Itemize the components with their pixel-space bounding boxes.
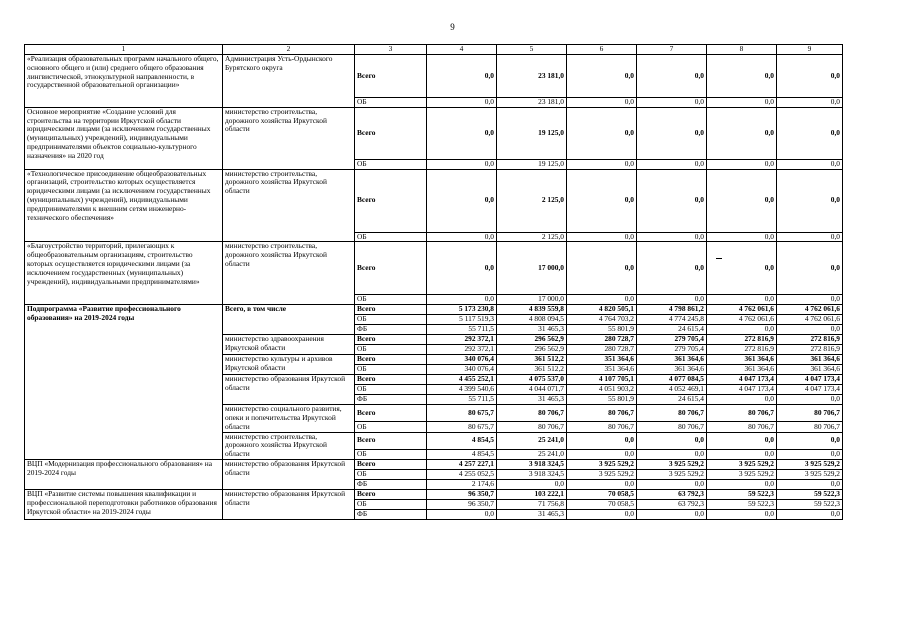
value-cell: 25 241,0 — [497, 432, 567, 449]
value-cell: 4 854,5 — [427, 449, 497, 459]
value-cell: 0,0 — [427, 55, 497, 98]
column-header: 7 — [637, 45, 707, 55]
table-row — [25, 242, 843, 295]
value-cell: 17 000,0 — [497, 295, 567, 305]
value-cell: 0,0 — [777, 509, 843, 519]
value-cell: 0,0 — [707, 449, 777, 459]
value-cell: 80 706,7 — [497, 405, 567, 422]
value-cell: 31 465,3 — [497, 325, 567, 335]
value-cell: 0,0 — [707, 395, 777, 405]
funding-type-cell: Всего — [355, 489, 427, 499]
value-cell: 0,0 — [777, 232, 843, 242]
value-cell: 3 918 324,5 — [497, 459, 567, 469]
funding-type-cell: Всего — [355, 242, 427, 295]
value-cell: 80 706,7 — [707, 422, 777, 432]
value-cell: 0,0 — [707, 169, 777, 232]
value-cell: 272 816,9 — [707, 345, 777, 355]
value-cell: 0,0 — [707, 107, 777, 159]
value-cell: 59 522,3 — [707, 499, 777, 509]
executor-cell: министерство образования Иркутской области — [223, 375, 355, 405]
funding-type-cell: Всего — [355, 55, 427, 98]
value-cell: 4 047 173,4 — [707, 375, 777, 385]
value-cell: 361 364,6 — [707, 365, 777, 375]
value-cell: 3 925 529,2 — [707, 459, 777, 469]
header-row — [25, 45, 843, 55]
value-cell: 2 125,0 — [497, 232, 567, 242]
value-cell: 0,0 — [707, 295, 777, 305]
executor-cell: министерство образования Иркутской области — [223, 459, 355, 489]
value-cell: 80 706,7 — [777, 422, 843, 432]
value-cell: 17 000,0 — [497, 242, 567, 295]
value-cell: 4 854,5 — [427, 432, 497, 449]
value-cell: 0,0 — [567, 159, 637, 169]
value-cell: 340 076,4 — [427, 365, 497, 375]
value-cell: 4 808 094,5 — [497, 315, 567, 325]
value-cell: 0,0 — [427, 509, 497, 519]
funding-type-cell: Всего — [355, 305, 427, 315]
funding-type-cell: Всего — [355, 355, 427, 365]
value-cell: 4 455 252,1 — [427, 375, 497, 385]
funding-type-cell: Всего — [355, 169, 427, 232]
value-cell: 0,0 — [567, 107, 637, 159]
program-name-cell: Основное мероприятие «Создание условий для строительства на территории Иркутской области юридическими лицами (за исключением государственных (муниципальных) учреждений), индивидуальными предпринимателями объектов социально-культурного назначения» на 2020 год — [25, 107, 223, 169]
value-cell: 292 372,1 — [427, 335, 497, 345]
value-cell: 0,0 — [567, 169, 637, 232]
funding-type-cell: Всего — [355, 459, 427, 469]
value-cell: 0,0 — [707, 159, 777, 169]
value-cell: 361 364,6 — [777, 355, 843, 365]
value-cell: 55 801,9 — [567, 325, 637, 335]
funding-type-cell: ОБ — [355, 449, 427, 459]
value-cell: 4 399 540,6 — [427, 385, 497, 395]
value-cell: 4 044 071,7 — [497, 385, 567, 395]
value-cell: 0,0 — [567, 55, 637, 98]
table-row — [25, 107, 843, 159]
value-cell: 279 705,4 — [637, 335, 707, 345]
value-cell: 55 801,9 — [567, 395, 637, 405]
value-cell: 361 364,6 — [637, 355, 707, 365]
value-cell: 4 257 227,1 — [427, 459, 497, 469]
value-cell: 59 522,3 — [777, 489, 843, 499]
table-row — [25, 169, 843, 232]
value-cell: 0,0 — [707, 55, 777, 98]
value-cell: 279 705,4 — [637, 345, 707, 355]
value-cell: 0,0 — [707, 479, 777, 489]
value-cell: 80 706,7 — [567, 422, 637, 432]
value-cell: 0,0 — [567, 449, 637, 459]
value-cell: 272 816,9 — [777, 335, 843, 345]
executor-cell: Всего, в том числе — [223, 305, 355, 335]
value-cell: 0,0 — [427, 232, 497, 242]
value-cell: 0,0 — [567, 232, 637, 242]
value-cell: 0,0 — [427, 169, 497, 232]
value-cell: 0,0 — [567, 479, 637, 489]
value-cell: 103 222,1 — [497, 489, 567, 499]
value-cell: 2 125,0 — [497, 169, 567, 232]
value-cell: 296 562,9 — [497, 345, 567, 355]
funding-type-cell: ОБ — [355, 295, 427, 305]
value-cell: 0,0 — [637, 479, 707, 489]
value-cell: 0,0 — [637, 432, 707, 449]
funding-type-cell: ОБ — [355, 98, 427, 108]
funding-type-cell: Всего — [355, 432, 427, 449]
value-cell: 0,0 — [637, 232, 707, 242]
value-cell: 0,0 — [637, 449, 707, 459]
funding-type-cell: ОБ — [355, 365, 427, 375]
value-cell: 96 350,7 — [427, 499, 497, 509]
value-cell: 4 075 537,0 — [497, 375, 567, 385]
funding-type-cell: ОБ — [355, 315, 427, 325]
value-cell: 0,0 — [637, 295, 707, 305]
value-cell: 0,0 — [567, 242, 637, 295]
value-cell: 292 372,1 — [427, 345, 497, 355]
value-cell: 0,0 — [637, 98, 707, 108]
value-cell: 0,0 — [777, 449, 843, 459]
value-cell: 4 820 505,1 — [567, 305, 637, 315]
funding-type-cell: ОБ — [355, 232, 427, 242]
value-cell: 0,0 — [777, 432, 843, 449]
executor-cell: министерство строительства, дорожного хозяйства Иркутской области — [223, 432, 355, 459]
table-row — [25, 459, 843, 469]
value-cell: 4 762 061,6 — [777, 315, 843, 325]
value-cell: 0,0 — [427, 159, 497, 169]
funding-type-cell: Всего — [355, 107, 427, 159]
value-cell: 340 076,4 — [427, 355, 497, 365]
value-cell: 59 522,3 — [777, 499, 843, 509]
program-name-cell: «Технологическое присоединение общеобразовательных организаций, строительство которых осуществляется юридическими лицами (за исключением государственных (муниципальных) учреждений), индивидуальными предпринимателями к внешним сетям инженерно-технического обеспечения» — [25, 169, 223, 242]
value-cell: 0,0 — [637, 242, 707, 295]
value-cell: 0,0 — [637, 509, 707, 519]
value-cell: 0,0 — [777, 295, 843, 305]
value-cell: 4 762 061,6 — [707, 305, 777, 315]
value-cell: 23 181,0 — [497, 55, 567, 98]
value-cell: 361 512,2 — [497, 355, 567, 365]
value-cell: 0,0 — [637, 159, 707, 169]
value-cell: 4 047 173,4 — [777, 385, 843, 395]
value-cell: 3 925 529,2 — [637, 469, 707, 479]
value-cell: 272 816,9 — [777, 345, 843, 355]
value-cell: 80 675,7 — [427, 422, 497, 432]
funding-type-cell: ОБ — [355, 345, 427, 355]
pen-mark — [716, 258, 722, 259]
funding-type-cell: ОБ — [355, 159, 427, 169]
value-cell: 0,0 — [707, 242, 777, 295]
value-cell: 70 058,5 — [567, 499, 637, 509]
value-cell: 0,0 — [777, 395, 843, 405]
value-cell: 0,0 — [707, 98, 777, 108]
program-name-cell: ВЦП «Развитие системы повышения квалификации и профессиональной переподготовки работников образования Иркутской области» на 2019-2024 годы — [25, 489, 223, 519]
funding-type-cell: Всего — [355, 405, 427, 422]
value-cell: 80 706,7 — [777, 405, 843, 422]
value-cell: 0,0 — [777, 325, 843, 335]
value-cell: 0,0 — [777, 169, 843, 232]
value-cell: 0,0 — [637, 169, 707, 232]
column-header: 1 — [25, 45, 223, 55]
value-cell: 3 925 529,2 — [777, 459, 843, 469]
column-header: 5 — [497, 45, 567, 55]
column-header: 8 — [707, 45, 777, 55]
value-cell: 25 241,0 — [497, 449, 567, 459]
funding-type-cell: ФБ — [355, 509, 427, 519]
value-cell: 4 774 245,8 — [637, 315, 707, 325]
value-cell: 96 350,7 — [427, 489, 497, 499]
program-name-cell: «Благоустройство территорий, прилегающих к общеобразовательным организациям, строительство которых осуществляется юридическими лицами (за исключением государственных (муниципальных) учреждений), индивидуальными предпринимателями» — [25, 242, 223, 305]
value-cell: 280 728,7 — [567, 345, 637, 355]
value-cell: 80 706,7 — [707, 405, 777, 422]
value-cell: 272 816,9 — [707, 335, 777, 345]
value-cell: 0,0 — [777, 98, 843, 108]
column-header: 9 — [777, 45, 843, 55]
value-cell: 4 047 173,4 — [777, 375, 843, 385]
table-row — [25, 305, 843, 315]
value-cell: 4 764 703,2 — [567, 315, 637, 325]
funding-type-cell: ФБ — [355, 479, 427, 489]
value-cell: 0,0 — [567, 509, 637, 519]
value-cell: 4 255 052,5 — [427, 469, 497, 479]
value-cell: 361 364,6 — [707, 355, 777, 365]
value-cell: 4 839 559,8 — [497, 305, 567, 315]
funding-type-cell: ФБ — [355, 395, 427, 405]
value-cell: 31 465,3 — [497, 509, 567, 519]
value-cell: 0,0 — [637, 107, 707, 159]
value-cell: 351 364,6 — [567, 355, 637, 365]
value-cell: 5 117 519,3 — [427, 315, 497, 325]
value-cell: 80 675,7 — [427, 405, 497, 422]
value-cell: 3 925 529,2 — [777, 469, 843, 479]
executor-cell: министерство культуры и архивов Иркутской области — [223, 355, 355, 375]
value-cell: 0,0 — [777, 107, 843, 159]
program-name-cell: «Реализация образовательных программ начального общего, основного общего и (или) среднего общего образования лингвистической, этнокультурной направленности, в государственной образовательной организации» — [25, 55, 223, 108]
value-cell: 19 125,0 — [497, 107, 567, 159]
value-cell: 59 522,3 — [707, 489, 777, 499]
value-cell: 4 762 061,6 — [777, 305, 843, 315]
value-cell: 71 756,8 — [497, 499, 567, 509]
value-cell: 5 173 230,8 — [427, 305, 497, 315]
value-cell: 0,0 — [567, 432, 637, 449]
value-cell: 3 925 529,2 — [567, 469, 637, 479]
value-cell: 3 925 529,2 — [567, 459, 637, 469]
page-number: 9 — [450, 22, 455, 32]
value-cell: 0,0 — [567, 295, 637, 305]
value-cell: 0,0 — [777, 479, 843, 489]
value-cell: 0,0 — [427, 295, 497, 305]
program-name-cell: Подпрограмма «Развитие профессионального образования» на 2019-2024 годы — [25, 305, 223, 460]
funding-type-cell: ОБ — [355, 499, 427, 509]
value-cell: 2 174,6 — [427, 479, 497, 489]
value-cell: 31 465,3 — [497, 395, 567, 405]
value-cell: 80 706,7 — [567, 405, 637, 422]
value-cell: 0,0 — [427, 98, 497, 108]
budget-table — [24, 44, 843, 520]
funding-type-cell: ФБ — [355, 325, 427, 335]
column-header: 3 — [355, 45, 427, 55]
executor-cell: Администрация Усть-Ордынского Бурятского округа — [223, 55, 355, 108]
value-cell: 0,0 — [707, 325, 777, 335]
value-cell: 3 925 529,2 — [637, 459, 707, 469]
value-cell: 63 792,3 — [637, 489, 707, 499]
table-row — [25, 55, 843, 98]
value-cell: 3 918 324,5 — [497, 469, 567, 479]
value-cell: 80 706,7 — [637, 405, 707, 422]
funding-type-cell: Всего — [355, 335, 427, 345]
column-header: 6 — [567, 45, 637, 55]
executor-cell: министерство образования Иркутской области — [223, 489, 355, 519]
executor-cell: министерство строительства, дорожного хозяйства Иркутской области — [223, 107, 355, 169]
value-cell: 80 706,7 — [637, 422, 707, 432]
value-cell: 361 364,6 — [637, 365, 707, 375]
column-header: 4 — [427, 45, 497, 55]
value-cell: 296 562,9 — [497, 335, 567, 345]
value-cell: 19 125,0 — [497, 159, 567, 169]
value-cell: 0,0 — [637, 55, 707, 98]
value-cell: 0,0 — [707, 432, 777, 449]
value-cell: 55 711,5 — [427, 325, 497, 335]
table-body — [25, 45, 843, 520]
value-cell: 4 798 861,2 — [637, 305, 707, 315]
program-name-cell: ВЦП «Модернизация профессионального образования» на 2019-2024 годы — [25, 459, 223, 489]
value-cell: 4 052 469,1 — [637, 385, 707, 395]
value-cell: 4 047 173,4 — [707, 385, 777, 395]
value-cell: 0,0 — [777, 55, 843, 98]
value-cell: 0,0 — [567, 98, 637, 108]
funding-type-cell: Всего — [355, 375, 427, 385]
funding-type-cell: ОБ — [355, 422, 427, 432]
executor-cell: министерство здравоохранения Иркутской области — [223, 335, 355, 355]
value-cell: 0,0 — [427, 242, 497, 295]
value-cell: 0,0 — [707, 509, 777, 519]
value-cell: 23 181,0 — [497, 98, 567, 108]
value-cell: 4 107 705,1 — [567, 375, 637, 385]
value-cell: 3 925 529,2 — [707, 469, 777, 479]
value-cell: 4 051 903,2 — [567, 385, 637, 395]
executor-cell: министерство строительства, дорожного хозяйства Иркутской области — [223, 242, 355, 305]
value-cell: 0,0 — [497, 479, 567, 489]
value-cell: 63 792,3 — [637, 499, 707, 509]
value-cell: 0,0 — [777, 159, 843, 169]
value-cell: 0,0 — [707, 232, 777, 242]
value-cell: 24 615,4 — [637, 325, 707, 335]
value-cell: 0,0 — [777, 242, 843, 295]
value-cell: 55 711,5 — [427, 395, 497, 405]
value-cell: 351 364,6 — [567, 365, 637, 375]
executor-cell: министерство социального развития, опеки и попечительства Иркутской области — [223, 405, 355, 432]
value-cell: 80 706,7 — [497, 422, 567, 432]
value-cell: 361 364,6 — [777, 365, 843, 375]
funding-type-cell: ОБ — [355, 385, 427, 395]
table-row — [25, 489, 843, 499]
value-cell: 0,0 — [427, 107, 497, 159]
value-cell: 361 512,2 — [497, 365, 567, 375]
value-cell: 70 058,5 — [567, 489, 637, 499]
funding-type-cell: ОБ — [355, 469, 427, 479]
value-cell: 280 728,7 — [567, 335, 637, 345]
value-cell: 4 762 061,6 — [707, 315, 777, 325]
value-cell: 4 077 084,5 — [637, 375, 707, 385]
column-header: 2 — [223, 45, 355, 55]
executor-cell: министерство строительства, дорожного хозяйства Иркутской области — [223, 169, 355, 242]
value-cell: 24 615,4 — [637, 395, 707, 405]
